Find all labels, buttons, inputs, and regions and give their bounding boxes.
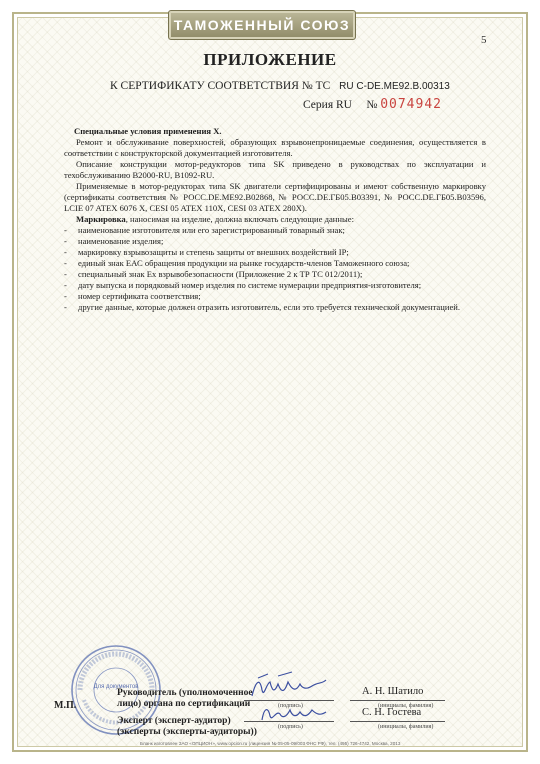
list-item: - специальный знак Ex взрывобезопасности (Приложение 2 к ТР ТС 012/2011); [64, 269, 486, 280]
head-name-line [350, 700, 445, 701]
marking-bold: Маркировка [76, 214, 126, 224]
head-name: А. Н. Шатило [362, 686, 424, 697]
expert-label-line-1: Эксперт (эксперт-аудитор) [117, 716, 231, 726]
list-item: - единый знак ЕАС обращения продукции на рынке государств-членов Таможенного союза; [64, 258, 486, 269]
head-label [117, 688, 253, 710]
seal-center-text: Для документов [93, 684, 139, 690]
series-value: RU [335, 99, 352, 111]
tc-label: № ТС [301, 80, 331, 92]
list-item: - дату выпуска и порядковый номер изделия по системе нумерации предприятия-изготовителя; [64, 280, 486, 291]
list-item: - маркировку взрывозащиты и степень защиты от внешних воздействий IP; [64, 247, 486, 258]
head-name-caption: (инициалы, фамилия) [378, 703, 434, 709]
paragraph-description: Описание конструкции мотор-редукторов типа SK приведено в руководствах по эксплуатации и техобслуживанию B2000-RU, B1092-RU. [64, 159, 486, 180]
expert-label-line-2: (эксперты (эксперты-аудиторы)) [117, 727, 257, 737]
form-printer-footer: Бланк изготовлен ЗАО «ОПЦИОН», www.opcion.ru (лицензия № 05-05-09/003 ФНС РФ), тел. (495) 726-4742, Москва, 2013 [140, 741, 401, 746]
page-title: ПРИЛОЖЕНИЕ [203, 50, 337, 69]
head-signature-icon [248, 670, 328, 704]
expert-name-caption: (инициалы, фамилия) [378, 724, 434, 730]
expert-name-line [350, 721, 445, 722]
page-number: 5 [481, 34, 487, 46]
document-body [64, 126, 486, 313]
form-number-label: № [366, 99, 378, 111]
certificate-prefix: К СЕРТИФИКАТУ СООТВЕТСТВИЯ [110, 80, 299, 92]
seal-place-label: М.П. [54, 700, 77, 711]
paragraph-repair: Ремонт и обслуживание поверхностей, образующих взрывонепроницаемые соединения, осуществляется в соответствии с конструкторской документацией изготовителя. [64, 137, 486, 158]
list-item: - другие данные, которые должен отразить изготовитель, если это требуется технической документацией. [64, 302, 486, 313]
customs-union-banner: ТАМОЖЕННЫЙ СОЮЗ [168, 10, 356, 40]
head-label-line-2: лицо) органа по сертификации [117, 699, 251, 709]
certificate-reference [110, 80, 450, 92]
series-line [303, 97, 442, 112]
list-item: - наименование изготовителя или его зарегистрированный товарный знак; [64, 225, 486, 236]
marking-intro [64, 214, 486, 225]
expert-signature-caption: (подпись) [278, 724, 303, 730]
special-conditions-heading: Специальные условия применения X. [74, 126, 222, 136]
form-number: 0074942 [380, 97, 442, 112]
marking-list [64, 225, 486, 313]
expert-label [117, 716, 257, 738]
list-item: - номер сертификата соответствия; [64, 291, 486, 302]
head-label-line-1: Руководитель (уполномоченное [117, 688, 253, 698]
head-signature-caption: (подпись) [278, 703, 303, 709]
series-label: Серия [303, 99, 334, 111]
paragraph-motors: Применяемые в мотор-редукторах типа SK двигатели сертифицированы и имеют собственную маркировку (сертификаты соответствия № РОСС.DE.ME92.B02868, № РОСС.DE.ГБ05.B03391, № РОСС.DE.ГБ05.B03596, LCIE 07 ATEX 6076 X, CESI 05 ATEX 110X, CESI 03 ATEX 280X). [64, 181, 486, 213]
marking-rest: , наносимая на изделие, должна включать следующие данные: [125, 214, 354, 224]
list-item: - наименование изделия; [64, 236, 486, 247]
certificate-number: RU C-DE.ME92.B.00313 [339, 81, 450, 92]
expert-signature-icon [258, 700, 328, 726]
expert-name: С. Н. Гостева [362, 707, 422, 718]
